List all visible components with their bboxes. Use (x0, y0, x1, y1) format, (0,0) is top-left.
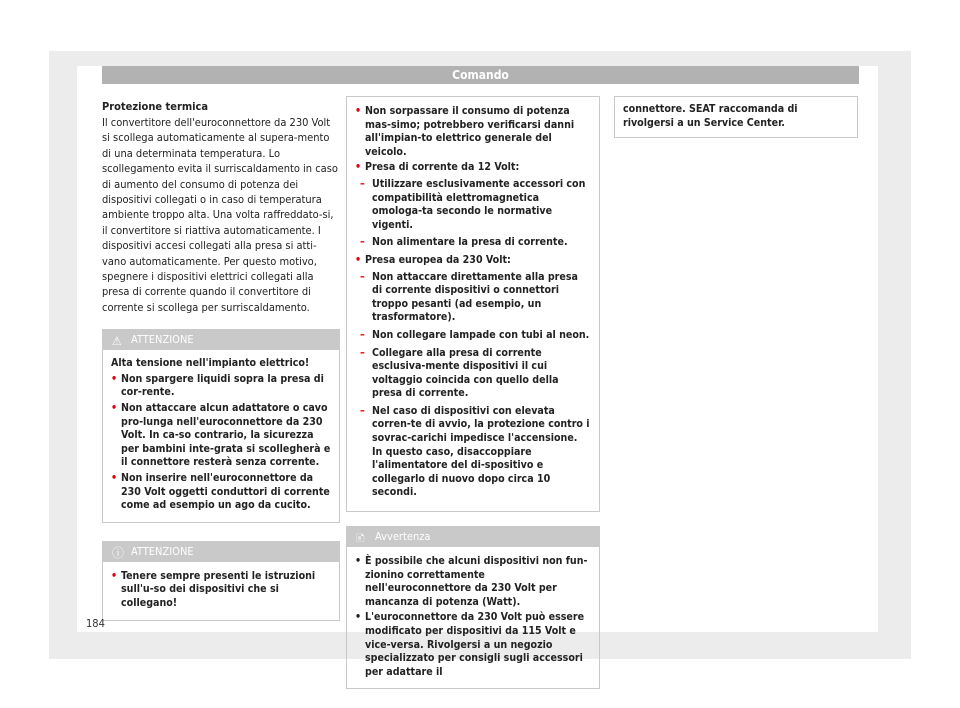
dash-icon: – (360, 236, 365, 249)
list-item: • Non sorpassare il consumo di potenza mas-simo; potrebbero verificarsi danni all'impian-to elettrico generale del veicolo. (355, 105, 575, 158)
bullet-icon: • (111, 372, 118, 385)
warning-intro: Alta tensione nell'impianto elettrico! (111, 357, 310, 370)
caution-circle-icon: ⓘ (112, 545, 125, 560)
bullet-icon: • (355, 253, 362, 266)
sub-list-item: – Collegare alla presa di corrente esclusiva-mente dispositivi il cui voltaggio coincida con quello della presa di corrente. (360, 346, 559, 400)
caution-body (103, 562, 339, 620)
bullet-icon: • (355, 105, 362, 117)
note-continuation-box (614, 96, 858, 138)
note-body (347, 547, 599, 688)
bullet-icon: • (355, 161, 362, 174)
note-icon: 🗈 (356, 531, 365, 546)
warning-title: ATTENZIONE (131, 333, 194, 347)
bullet-icon: • (111, 569, 118, 582)
column-1 (102, 100, 340, 621)
dash-icon: – (360, 270, 365, 283)
column-2 (346, 96, 600, 689)
sub-list-item: – Non attaccare direttamente alla presa di corrente dispositivi o connettori troppo pesanti (ad esempio, un trasformatore). (360, 270, 578, 324)
bullet-icon: • (111, 472, 118, 485)
warning-body (103, 350, 339, 522)
section-header: Comando (102, 66, 859, 84)
sub-list-item: – Non alimentare la presa di corrente. (360, 236, 568, 249)
bullet-icon: • (111, 402, 118, 415)
bullet-icon: • (355, 611, 362, 624)
list-item: • Non attaccare alcun adattatore o cavo pro-lunga nell'euroconnettore da 230 Volt. In ca-so contrario, la sicurezza per bambini inte-grata si scollegherà e il connettore resterà senza corrente. (111, 402, 331, 469)
caution-box (102, 541, 340, 621)
note-title: Avvertenza (375, 530, 431, 544)
caution-title: ATTENZIONE (131, 544, 194, 558)
warning-header (103, 330, 339, 350)
dash-icon: – (360, 328, 365, 341)
list-item: • Non spargere liquidi sopra la presa di cor-rente. (111, 372, 324, 399)
note-header (347, 527, 599, 547)
warning-box (102, 329, 340, 523)
list-item: • Tenere sempre presenti le istruzioni sull'u-so dei dispositivi che si collegano! (111, 569, 316, 609)
page-number: 184 (86, 617, 105, 630)
sub-list-item: – Utilizzare esclusivamente accessori con compatibilità elettromagnetica omologa-ta secondo le normative vigenti. (360, 177, 586, 231)
list-item: • Presa di corrente da 12 Volt: (355, 161, 520, 174)
note-box (346, 526, 600, 689)
sub-list-item: – Nel caso di dispositivi con elevata corren-te di avvio, la protezione contro i sovrac-carichi impedisce l'accensione. In questo caso, disaccoppiare l'alimentatore del di-spositivo e collegarlo di nuovo dopo circa 10 secondi. (360, 404, 590, 499)
warning-triangle-icon: ⚠ (112, 334, 122, 349)
bullet-icon: • (355, 555, 362, 568)
column-3 (614, 96, 858, 138)
dash-icon: – (360, 177, 365, 190)
list-item: • È possibile che alcuni dispositivi non fun-zionino correttamente nell'euroconnettore da 230 Volt per mancanza di potenza (Watt). (355, 555, 588, 608)
list-item: • L'euroconnettore da 230 Volt può essere modificato per dispositivi da 115 Volt e vice-versa. Rivolgersi a un negozio specializzato per consigli sugli accessori per adattare il (355, 611, 585, 678)
sub-list-item: – Non collegare lampade con tubi al neon. (360, 328, 590, 341)
dash-icon: – (360, 346, 365, 359)
list-item: • Presa europea da 230 Volt: (355, 253, 511, 266)
note-continuation-body: connettore. SEAT raccomanda di rivolgersi a un Service Center. (623, 103, 798, 129)
warning-continuation-body (347, 97, 599, 511)
dash-icon: – (360, 404, 365, 417)
list-item: • Non inserire nell'euroconnettore da 230 Volt oggetti conduttori di corrente come ad esempio un ago da cucito. (111, 472, 330, 512)
caution-header (103, 542, 339, 562)
warning-continuation-box (346, 96, 600, 512)
body-paragraph: Il convertitore dell'euroconnettore da 230 Volt si scollega automaticamente al supera-mento di una determinata temperatura. Lo scollegamento evita il surriscaldamento in caso di aumento del consumo di potenza dei dispositivi collegati o in caso di temperatura ambiente troppo alta. Una volta raffreddato-si, il convertitore si riattiva automaticamente. I dispositivi accesi collegati alla presa si atti-vano automaticamente. Per questo motivo, spegnere i dispositivi elettrici collegati alla presa di corrente quando il convertitore di corrente si scollega per surriscaldamento. (102, 116, 338, 314)
section-heading: Protezione termica (102, 100, 209, 113)
